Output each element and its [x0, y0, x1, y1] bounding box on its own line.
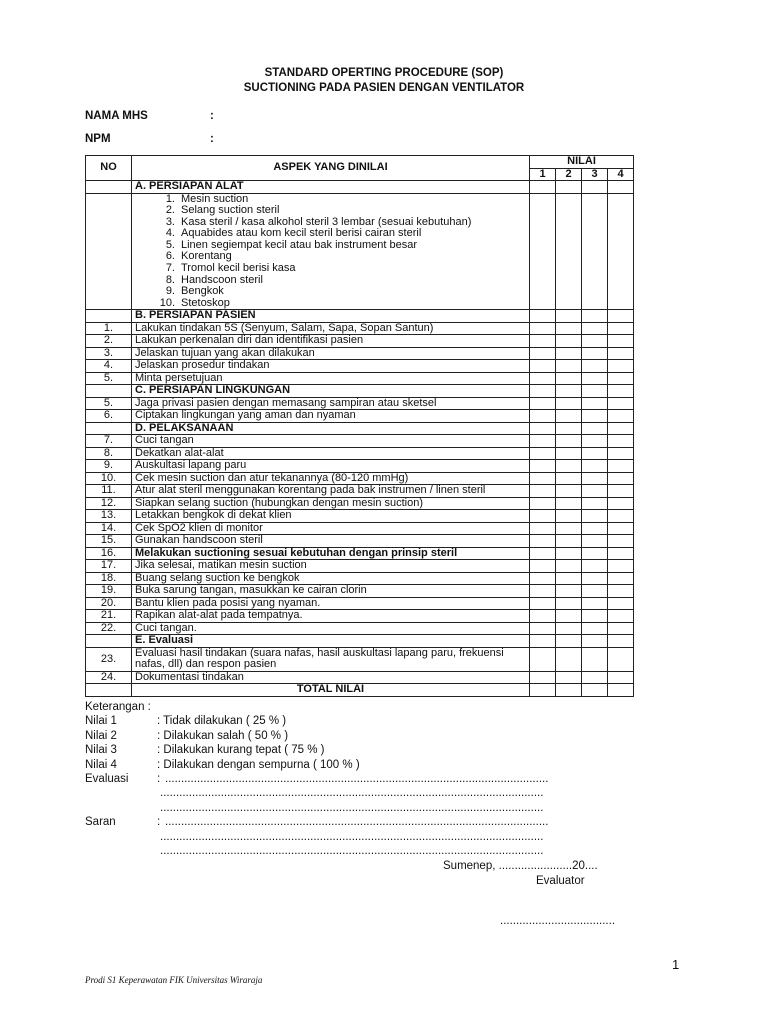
table-row — [86, 472, 634, 485]
place-date: Sumenep, .......................20.... — [443, 860, 598, 872]
signature-line: .................................... — [500, 915, 616, 927]
score-cell[interactable] — [608, 372, 634, 385]
score-cell[interactable] — [556, 422, 582, 435]
row-number: 12. — [86, 497, 132, 510]
table-row — [86, 335, 634, 348]
score-cell[interactable] — [608, 422, 634, 435]
score-cell[interactable] — [608, 572, 634, 585]
row-aspect: Rapikan alat-alat pada tempatnya. — [132, 610, 530, 623]
score-cell[interactable] — [530, 385, 556, 398]
row-number: 13. — [86, 510, 132, 523]
saran-row[interactable] — [85, 815, 645, 829]
score-cell[interactable] — [530, 460, 556, 473]
row-number: 8. — [86, 447, 132, 460]
score-cell[interactable] — [556, 397, 582, 410]
row-aspect: Jelaskan prosedur tindakan — [132, 360, 530, 373]
score-cell[interactable] — [582, 622, 608, 635]
tool-item: 9. Bengkok — [165, 285, 224, 298]
score-cell[interactable] — [530, 635, 556, 648]
score-cell[interactable] — [530, 547, 556, 560]
table-row — [86, 460, 634, 473]
score-cell[interactable] — [530, 322, 556, 335]
row-number: 16. — [86, 547, 132, 560]
score-cell[interactable] — [556, 435, 582, 448]
col-header-no: NO — [86, 156, 132, 181]
evaluasi-label: Evaluasi — [85, 772, 129, 785]
table-row — [86, 435, 634, 448]
notes-section — [85, 700, 645, 858]
saran-label: Saran — [85, 816, 116, 829]
score-cell[interactable] — [530, 497, 556, 510]
nilai-col-4: 4 — [608, 168, 634, 181]
legend-row: Nilai 1 : Tidak dilakukan ( 25 % ) — [85, 715, 287, 728]
score-cell[interactable] — [582, 535, 608, 548]
row-aspect: Cek mesin suction dan atur tekanannya (80-120 mmHg) — [132, 472, 530, 485]
tool-item: 8. Handscoon steril — [165, 273, 263, 286]
row-aspect: Atur alat steril menggunakan korentang pada bak instrumen / linen steril — [132, 485, 530, 498]
score-cell[interactable] — [556, 322, 582, 335]
nilai-col-2: 2 — [556, 168, 582, 181]
row-aspect: Lakukan perkenalan diri dan identifikasi pasien — [132, 335, 530, 348]
score-cell[interactable] — [556, 460, 582, 473]
table-row — [86, 547, 634, 560]
nama-colon: : — [210, 110, 214, 122]
score-cell[interactable] — [556, 610, 582, 623]
score-cell[interactable] — [582, 385, 608, 398]
score-cell[interactable] — [582, 397, 608, 410]
score-cell[interactable] — [582, 335, 608, 348]
tool-item: 5. Linen segiempat kecil atau bak instrument besar — [165, 238, 418, 251]
row-aspect: Cuci tangan — [132, 435, 530, 448]
score-cell[interactable] — [608, 472, 634, 485]
score-cell[interactable] — [530, 335, 556, 348]
row-aspect: Buang selang suction ke bengkok — [132, 572, 530, 585]
score-cell[interactable] — [556, 497, 582, 510]
row-aspect: Melakukan suctioning sesuai kebutuhan dengan prinsip steril — [132, 547, 530, 560]
score-cell[interactable] — [556, 360, 582, 373]
score-cell[interactable] — [582, 447, 608, 460]
score-cell[interactable] — [530, 585, 556, 598]
table-row — [86, 585, 634, 598]
score-cell[interactable] — [530, 410, 556, 423]
row-aspect: Siapkan selang suction (hubungkan dengan mesin suction) — [132, 497, 530, 510]
evaluasi-dots: ........................................................................................................................ — [160, 787, 544, 800]
score-cell[interactable] — [530, 572, 556, 585]
table-row — [86, 510, 634, 523]
score-cell[interactable] — [608, 560, 634, 573]
score-cell[interactable] — [530, 422, 556, 435]
score-cell[interactable] — [608, 310, 634, 323]
score-cell[interactable] — [608, 671, 634, 684]
score-cell[interactable] — [556, 597, 582, 610]
score-cell[interactable] — [530, 597, 556, 610]
saran-colon: : — [157, 816, 161, 829]
table-row — [86, 347, 634, 360]
score-cell[interactable] — [556, 385, 582, 398]
nilai-col-3: 3 — [582, 168, 608, 181]
row-number: 1. — [86, 322, 132, 335]
score-cell[interactable] — [582, 522, 608, 535]
score-cell[interactable] — [556, 372, 582, 385]
nama-field — [85, 110, 214, 122]
row-aspect: Jika selesai, matikan mesin suction — [132, 560, 530, 573]
score-cell[interactable] — [608, 684, 634, 697]
evaluasi-row[interactable] — [85, 772, 645, 786]
score-cell[interactable] — [582, 322, 608, 335]
legend-row: Nilai 3 : Dilakukan kurang tepat ( 75 % ) — [85, 744, 325, 757]
score-cell[interactable] — [530, 310, 556, 323]
saran-dots: ........................................................................................................................ — [165, 816, 549, 829]
score-cell[interactable] — [556, 572, 582, 585]
score-cell[interactable] — [608, 360, 634, 373]
row-aspect: Minta persetujuan — [132, 372, 530, 385]
score-cell[interactable] — [530, 610, 556, 623]
row-number: 14. — [86, 522, 132, 535]
row-aspect: Dekatkan alat-alat — [132, 447, 530, 460]
score-cell[interactable] — [608, 510, 634, 523]
score-cell[interactable] — [556, 472, 582, 485]
score-cell[interactable] — [530, 485, 556, 498]
score-cell[interactable] — [556, 684, 582, 697]
evaluasi-dots: ........................................................................................................................ — [160, 801, 544, 814]
table-row — [86, 572, 634, 585]
row-aspect: Jelaskan tujuan yang akan dilakukan — [132, 347, 530, 360]
table-row — [86, 535, 634, 548]
row-number: 11. — [86, 485, 132, 498]
nilai-col-1: 1 — [530, 168, 556, 181]
score-cell[interactable] — [582, 684, 608, 697]
row-aspect: Lakukan tindakan 5S (Senyum, Salam, Sapa, Sopan Santun) — [132, 322, 530, 335]
score-cell[interactable] — [608, 335, 634, 348]
score-cell[interactable] — [582, 671, 608, 684]
section-b-heading: B. PERSIAPAN PASIEN — [132, 310, 530, 323]
score-cell[interactable] — [608, 585, 634, 598]
score-cell[interactable] — [582, 472, 608, 485]
row-number: 2. — [86, 335, 132, 348]
table-row — [86, 560, 634, 573]
table-row — [86, 622, 634, 635]
row-number: 5. — [86, 372, 132, 385]
col-header-nilai: NILAI — [530, 156, 634, 169]
score-cell[interactable] — [582, 597, 608, 610]
section-e-heading: E. Evaluasi — [132, 635, 530, 648]
doc-title: STANDARD OPERTING PROCEDURE (SOP) — [264, 67, 504, 79]
score-cell[interactable] — [556, 410, 582, 423]
table-row — [86, 671, 634, 684]
table-row — [86, 610, 634, 623]
score-cell[interactable] — [608, 397, 634, 410]
score-cell[interactable] — [556, 310, 582, 323]
row-number: 18. — [86, 572, 132, 585]
score-cell[interactable] — [582, 410, 608, 423]
score-cell[interactable] — [556, 585, 582, 598]
evaluasi-dots: ........................................................................................................................ — [165, 772, 549, 785]
score-cell[interactable] — [582, 610, 608, 623]
score-cell[interactable] — [530, 522, 556, 535]
keterangan-label: Keterangan : — [85, 701, 151, 713]
score-cell[interactable] — [530, 622, 556, 635]
table-row — [86, 522, 634, 535]
row-aspect: Letakkan bengkok di dekat klien — [132, 510, 530, 523]
legend-row: Nilai 2 : Dilakukan salah ( 50 % ) — [85, 729, 289, 742]
score-cell[interactable] — [530, 647, 556, 671]
score-cell[interactable] — [556, 535, 582, 548]
row-number: 15. — [86, 535, 132, 548]
row-aspect: Auskultasi lapang paru — [132, 460, 530, 473]
score-cell[interactable] — [530, 510, 556, 523]
table-row — [86, 447, 634, 460]
score-cell[interactable] — [556, 485, 582, 498]
score-cell[interactable] — [608, 547, 634, 560]
score-cell[interactable] — [556, 347, 582, 360]
score-cell[interactable] — [582, 347, 608, 360]
row-number: 10. — [86, 472, 132, 485]
score-cell[interactable] — [608, 622, 634, 635]
page-number: 1 — [672, 957, 680, 972]
score-cell[interactable] — [530, 447, 556, 460]
score-cell[interactable] — [582, 360, 608, 373]
score-cell[interactable] — [582, 485, 608, 498]
score-cell[interactable] — [556, 510, 582, 523]
row-number: 9. — [86, 460, 132, 473]
score-cell[interactable] — [582, 510, 608, 523]
score-cell[interactable] — [556, 647, 582, 671]
score-cell[interactable] — [530, 360, 556, 373]
score-cell[interactable] — [530, 435, 556, 448]
table-row — [86, 397, 634, 410]
row-number: 22. — [86, 622, 132, 635]
row-number: 23. — [86, 647, 132, 671]
score-cell[interactable] — [582, 497, 608, 510]
row-aspect: Buka sarung tangan, masukkan ke cairan clorin — [132, 585, 530, 598]
table-row — [86, 360, 634, 373]
tool-item: 7. Tromol kecil berisi kasa — [165, 262, 296, 275]
score-cell[interactable] — [582, 647, 608, 671]
row-aspect: Bantu klien pada posisi yang nyaman. — [132, 597, 530, 610]
row-number: 21. — [86, 610, 132, 623]
row-number: 6. — [86, 410, 132, 423]
section-c-heading: C. PERSIAPAN LINGKUNGAN — [132, 385, 530, 398]
legend-row: Nilai 4 : Dilakukan dengan sempurna ( 100 % ) — [85, 758, 360, 771]
tool-list — [135, 194, 526, 310]
table-row — [86, 647, 634, 671]
score-cell[interactable] — [530, 535, 556, 548]
section-a-heading: A. PERSIAPAN ALAT — [132, 181, 530, 194]
saran-dots: ........................................................................................................................ — [160, 844, 544, 857]
score-cell[interactable] — [608, 485, 634, 498]
table-row — [86, 410, 634, 423]
npm-colon: : — [210, 133, 214, 145]
row-number: 19. — [86, 585, 132, 598]
row-aspect: Ciptakan lingkungan yang aman dan nyaman — [132, 410, 530, 423]
score-cell[interactable] — [608, 610, 634, 623]
tool-item: 4. Aquabides atau kom kecil steril berisi cairan steril — [165, 227, 422, 240]
score-cell[interactable] — [582, 635, 608, 648]
npm-label: NPM — [85, 133, 111, 145]
score-cell[interactable] — [556, 560, 582, 573]
score-cell[interactable] — [556, 522, 582, 535]
score-cell[interactable] — [556, 671, 582, 684]
score-cell[interactable] — [582, 310, 608, 323]
score-cell[interactable] — [530, 397, 556, 410]
score-cell[interactable] — [582, 585, 608, 598]
score-cell[interactable] — [530, 671, 556, 684]
col-header-aspek: ASPEK YANG DINILAI — [132, 156, 530, 181]
row-number: 24. — [86, 671, 132, 684]
doc-subtitle: SUCTIONING PADA PASIEN DENGAN VENTILATOR — [243, 82, 525, 94]
score-cell[interactable] — [608, 410, 634, 423]
score-cell[interactable] — [608, 347, 634, 360]
table-row — [86, 597, 634, 610]
saran-dots: ........................................................................................................................ — [160, 830, 544, 843]
score-cell[interactable] — [530, 472, 556, 485]
table-row — [86, 372, 634, 385]
row-aspect: Gunakan handscoon steril — [132, 535, 530, 548]
tool-item: 10. Stetoskop — [159, 296, 230, 309]
tool-item: 1. Mesin suction — [165, 192, 249, 205]
evaluasi-colon: : — [157, 772, 161, 785]
tool-item: 6. Korentang — [165, 250, 232, 263]
tool-item: 3. Kasa steril / kasa alkohol steril 3 lembar (sesuai kebutuhan) — [165, 215, 472, 228]
footer-text: Prodi S1 Keperawatan FIK Universitas Wiraraja — [85, 975, 263, 985]
tool-item: 2. Selang suction steril — [165, 204, 280, 217]
row-aspect: Cek SpO2 klien di monitor — [132, 522, 530, 535]
score-cell[interactable] — [608, 447, 634, 460]
score-cell[interactable] — [608, 635, 634, 648]
row-number: 17. — [86, 560, 132, 573]
score-cell[interactable] — [608, 647, 634, 671]
score-cell[interactable] — [556, 635, 582, 648]
score-cell[interactable] — [608, 522, 634, 535]
row-number: 4. — [86, 360, 132, 373]
row-aspect: Jaga privasi pasien dengan memasang sampiran atau sketsel — [132, 397, 530, 410]
score-cell[interactable] — [556, 622, 582, 635]
score-cell[interactable] — [582, 435, 608, 448]
table-row — [86, 497, 634, 510]
row-number: 20. — [86, 597, 132, 610]
npm-field — [85, 133, 214, 145]
section-d-heading: D. PELAKSANAAN — [132, 422, 530, 435]
score-cell[interactable] — [608, 597, 634, 610]
score-cell[interactable] — [608, 435, 634, 448]
score-cell[interactable] — [582, 422, 608, 435]
score-cell[interactable] — [608, 322, 634, 335]
table-row — [86, 485, 634, 498]
total-label: TOTAL NILAI — [132, 684, 530, 697]
assessment-table — [85, 155, 634, 697]
score-cell[interactable] — [608, 535, 634, 548]
row-aspect: Cuci tangan. — [132, 622, 530, 635]
nama-label: NAMA MHS — [85, 110, 148, 122]
score-cell[interactable] — [556, 547, 582, 560]
score-cell[interactable] — [530, 347, 556, 360]
score-cell[interactable] — [608, 460, 634, 473]
score-cell[interactable] — [530, 372, 556, 385]
score-cell[interactable] — [556, 447, 582, 460]
table-row — [86, 322, 634, 335]
row-aspect: Dokumentasi tindakan — [132, 671, 530, 684]
row-number: 3. — [86, 347, 132, 360]
evaluator-label: Evaluator — [536, 875, 585, 887]
score-cell[interactable] — [530, 560, 556, 573]
score-cell[interactable] — [582, 560, 608, 573]
score-cell[interactable] — [582, 372, 608, 385]
score-cell[interactable] — [582, 547, 608, 560]
score-cell[interactable] — [556, 335, 582, 348]
score-cell[interactable] — [582, 572, 608, 585]
row-aspect: Evaluasi hasil tindakan (suara nafas, hasil auskultasi lapang paru, frekuensi nafas, dll) dan respon pasien — [132, 647, 530, 671]
score-cell[interactable] — [608, 385, 634, 398]
score-cell[interactable] — [530, 684, 556, 697]
row-number: 7. — [86, 435, 132, 448]
row-number: 5. — [86, 397, 132, 410]
score-cell[interactable] — [582, 460, 608, 473]
score-cell[interactable] — [608, 497, 634, 510]
